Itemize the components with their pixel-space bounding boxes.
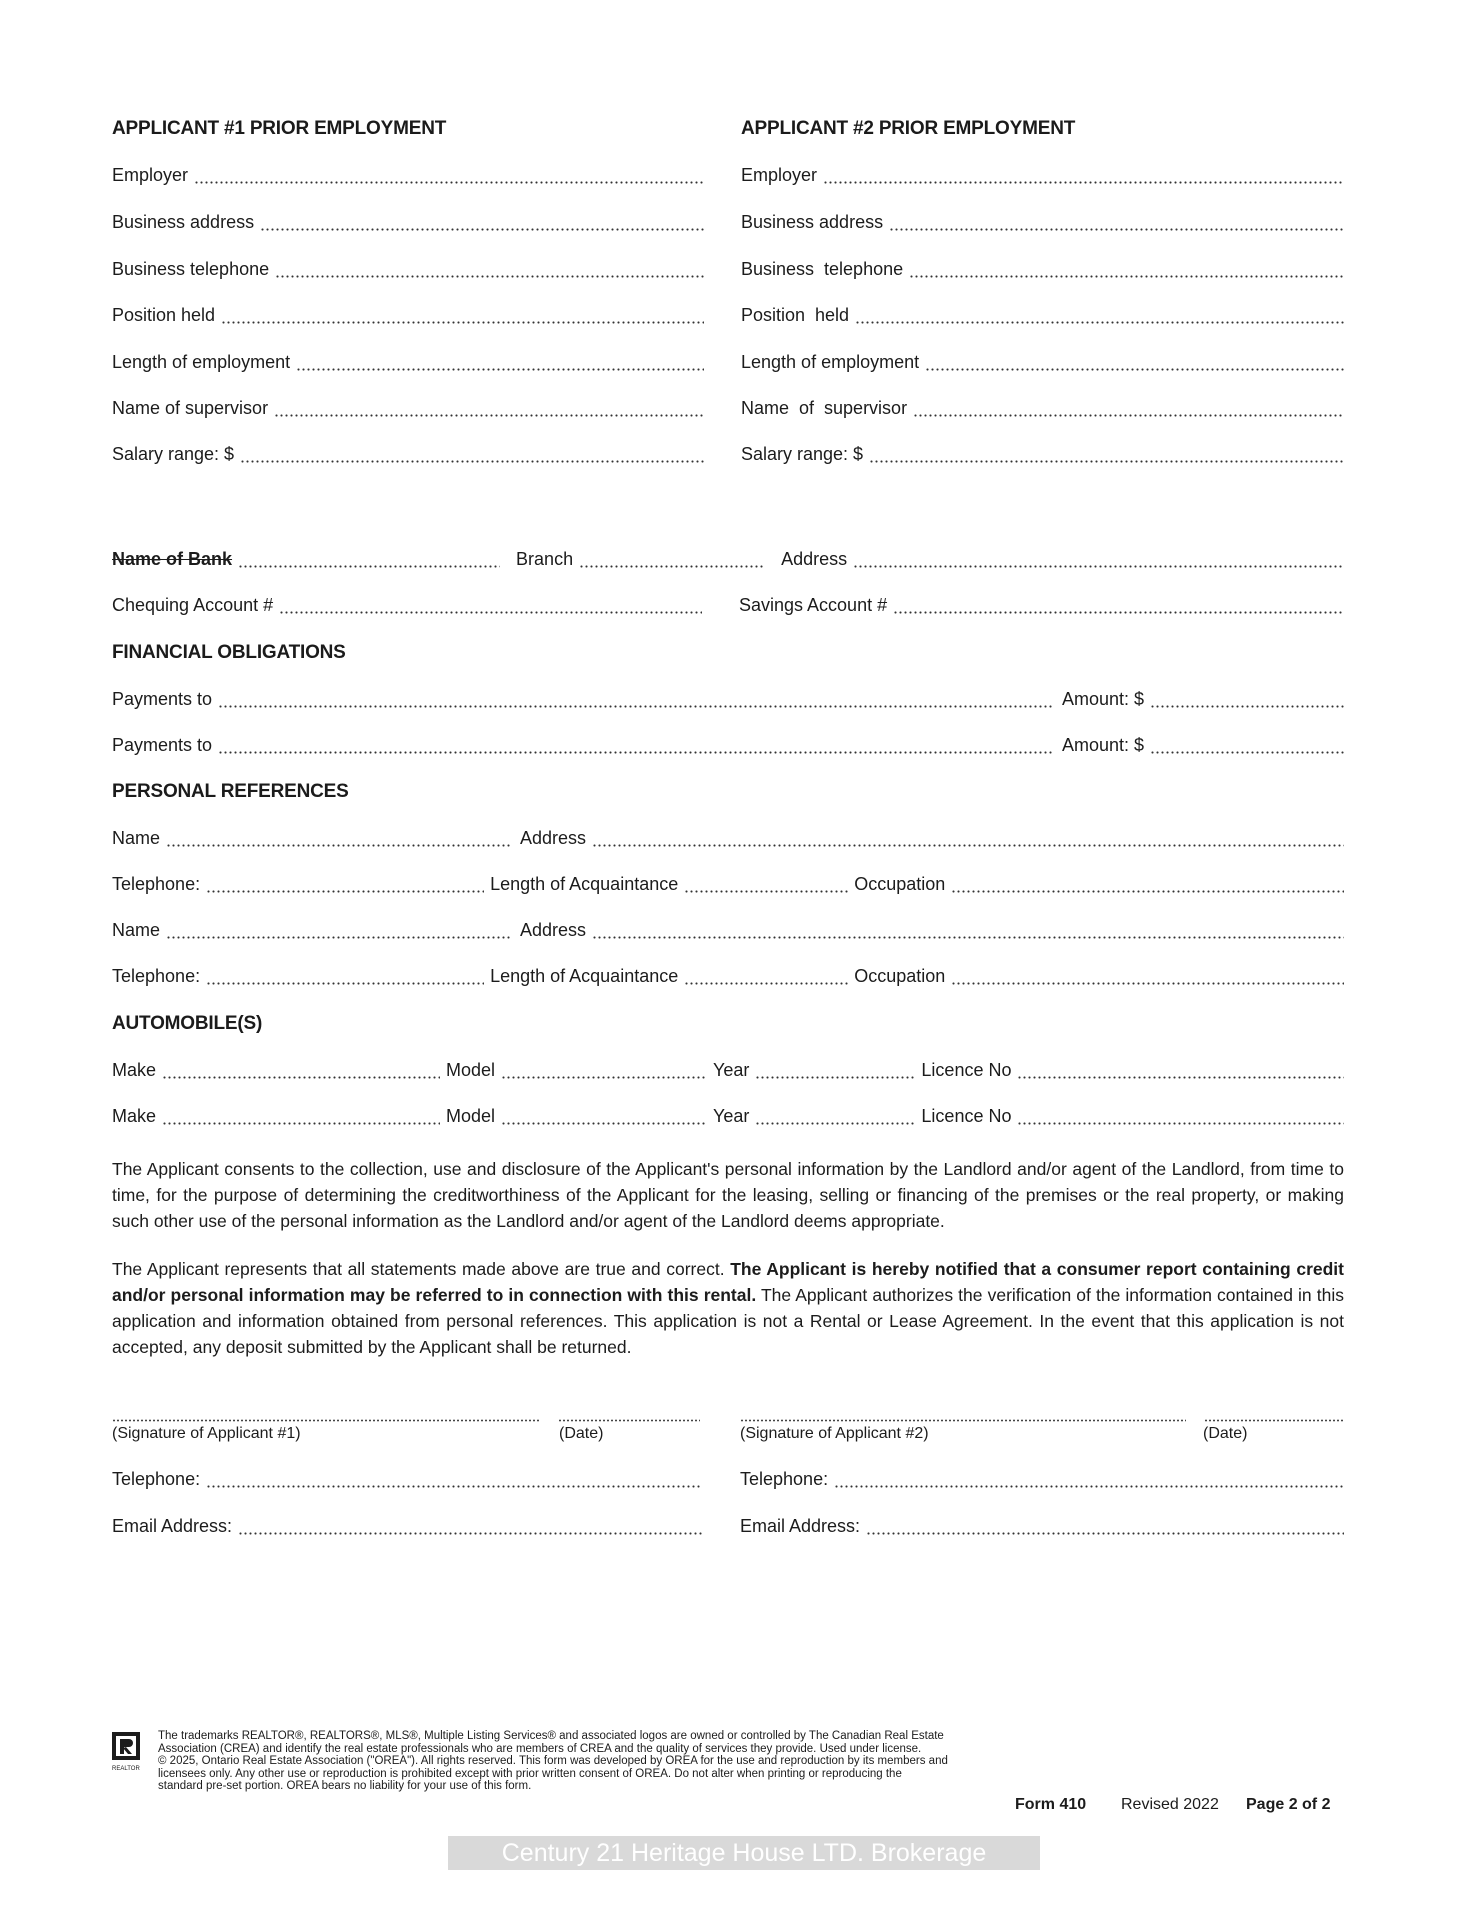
field-label: Business telephone bbox=[112, 259, 270, 279]
model-label: Model bbox=[446, 1106, 496, 1126]
payments-label: Payments to bbox=[112, 735, 213, 755]
applicant1-length-row bbox=[112, 352, 704, 376]
make-label: Make bbox=[112, 1106, 157, 1126]
verification-text: The Applicant authorizes the verification of the information contained in this application and information obtained from personal references. This application is not a Rental or Lease Agreement. In the event that this application is not accepted, any deposit submitted by the Applicant shall be returned. bbox=[112, 1285, 1344, 1357]
field-label: Name of supervisor bbox=[741, 398, 908, 418]
email-label: Email Address: bbox=[740, 1516, 861, 1536]
date-1-label: (Date) bbox=[559, 1425, 604, 1442]
signature-2-line[interactable] bbox=[740, 1419, 1186, 1422]
applicant2-position-row bbox=[741, 305, 1344, 329]
field-label: Employer bbox=[112, 165, 189, 185]
model-field[interactable] bbox=[501, 1076, 707, 1079]
field-label: Employer bbox=[741, 165, 818, 185]
amount-field[interactable] bbox=[1150, 705, 1344, 708]
reference-acquaintance-label: Length of Acquaintance bbox=[490, 874, 679, 894]
bank-address-label: Address bbox=[781, 549, 848, 569]
reference-2-name-row bbox=[112, 920, 1344, 944]
applicant2-section-title: APPLICANT #2 PRIOR EMPLOYMENT bbox=[741, 118, 1076, 139]
applicant2-telephone-field[interactable] bbox=[834, 1485, 1344, 1488]
reference-telephone-field[interactable] bbox=[206, 890, 484, 893]
representation-paragraph bbox=[112, 1256, 1344, 1360]
reference-name-field[interactable] bbox=[166, 844, 512, 847]
savings-field[interactable] bbox=[893, 611, 1344, 614]
consent-paragraph: The Applicant consents to the collection, use and disclosure of the Applicant's personal information by the Landlord and/or agent of the Landlord, from time to time, for the purpose of determining the creditworthiness of the Applicant for the leasing, selling or financing of the premises or the real property, or making such other use of the personal information as the Landlord and/or agent of the Landlord deems appropriate. bbox=[112, 1159, 1344, 1231]
reference-occupation-field[interactable] bbox=[951, 890, 1344, 893]
telephone-label: Telephone: bbox=[112, 1469, 201, 1489]
applicant2-business-telephone-field[interactable] bbox=[909, 275, 1344, 278]
telephone-label: Telephone: bbox=[740, 1469, 829, 1489]
applicant1-business-address-row bbox=[112, 212, 704, 236]
savings-row bbox=[739, 595, 1344, 619]
reference-acquaintance-field[interactable] bbox=[684, 982, 848, 985]
applicant1-business-address-field[interactable] bbox=[260, 228, 704, 231]
date-1-line[interactable] bbox=[558, 1419, 700, 1422]
payments-to-field[interactable] bbox=[218, 751, 1052, 754]
licence-field[interactable] bbox=[1017, 1076, 1344, 1079]
bank-address-field[interactable] bbox=[853, 565, 1344, 568]
reference-telephone-field[interactable] bbox=[206, 982, 484, 985]
trademark-notice: The trademarks REALTOR®, REALTORS®, MLS®, Multiple Listing Services® and associated logos are owned or controlled by The Canadian Real Estate Association (CREA) and identify the real estate professionals who are members of CREA and the quality of services they provide. Used under license. bbox=[158, 1730, 944, 1755]
year-label: Year bbox=[713, 1060, 750, 1080]
reference-acquaintance-label: Length of Acquaintance bbox=[490, 966, 679, 986]
representation-text: The Applicant represents that all statements made above are true and correct. bbox=[112, 1259, 731, 1279]
field-label: Salary range: $ bbox=[741, 444, 864, 464]
year-label: Year bbox=[713, 1106, 750, 1126]
applicant2-length-field[interactable] bbox=[925, 368, 1344, 371]
bank-row bbox=[112, 549, 1344, 573]
applicant2-business-address-field[interactable] bbox=[889, 228, 1344, 231]
reference-occupation-label: Occupation bbox=[854, 874, 946, 894]
applicant2-employer-row bbox=[741, 165, 1344, 189]
licence-label: Licence No bbox=[921, 1060, 1012, 1080]
realtor-r-icon bbox=[112, 1732, 148, 1774]
applicant2-telephone-row bbox=[740, 1469, 1344, 1493]
payments-label: Payments to bbox=[112, 689, 213, 709]
financial-section-title: FINANCIAL OBLIGATIONS bbox=[112, 642, 346, 663]
applicant1-employer-field[interactable] bbox=[194, 181, 704, 184]
applicant1-email-field[interactable] bbox=[238, 1532, 702, 1535]
reference-1-details-row bbox=[112, 874, 1344, 898]
reference-address-field[interactable] bbox=[592, 844, 1344, 847]
payments-to-field[interactable] bbox=[218, 705, 1052, 708]
applicant2-supervisor-row bbox=[741, 398, 1344, 422]
applicant2-business-address-row bbox=[741, 212, 1344, 236]
brokerage-watermark: Century 21 Heritage House LTD. Brokerage bbox=[448, 1836, 1040, 1870]
applicant1-business-telephone-row bbox=[112, 259, 704, 283]
applicant1-email-row bbox=[112, 1516, 702, 1540]
field-label: Salary range: $ bbox=[112, 444, 235, 464]
date-2-label: (Date) bbox=[1203, 1425, 1248, 1442]
field-label: Length of employment bbox=[112, 352, 291, 372]
payments-row-2 bbox=[112, 735, 1344, 759]
bank-name-label: Name of Bank bbox=[112, 549, 233, 569]
amount-field[interactable] bbox=[1150, 751, 1344, 754]
applicant1-salary-field[interactable] bbox=[240, 460, 704, 463]
applicant1-position-row bbox=[112, 305, 704, 329]
realtor-logo bbox=[112, 1732, 148, 1774]
page-number: Page 2 of 2 bbox=[1246, 1796, 1331, 1813]
licence-label: Licence No bbox=[921, 1106, 1012, 1126]
year-field[interactable] bbox=[755, 1076, 915, 1079]
signature-1-label: (Signature of Applicant #1) bbox=[112, 1425, 301, 1442]
applicant1-salary-row bbox=[112, 444, 704, 468]
field-label: Business address bbox=[741, 212, 884, 232]
make-label: Make bbox=[112, 1060, 157, 1080]
date-2-line[interactable] bbox=[1204, 1419, 1344, 1422]
applicant1-employer-row bbox=[112, 165, 704, 189]
applicant1-supervisor-row bbox=[112, 398, 704, 422]
make-field[interactable] bbox=[162, 1122, 440, 1125]
automobiles-section-title: AUTOMOBILE(S) bbox=[112, 1013, 263, 1034]
reference-1-name-row bbox=[112, 828, 1344, 852]
applicant2-salary-row bbox=[741, 444, 1344, 468]
revised-date: Revised 2022 bbox=[1121, 1796, 1219, 1813]
reference-telephone-label: Telephone: bbox=[112, 966, 201, 986]
model-label: Model bbox=[446, 1060, 496, 1080]
automobile-1-row bbox=[112, 1060, 1344, 1084]
reference-address-label: Address bbox=[520, 828, 587, 848]
applicant2-length-row bbox=[741, 352, 1344, 376]
field-label: Name of supervisor bbox=[112, 398, 269, 418]
copyright-notice: © 2025, Ontario Real Estate Association ("OREA"). All rights reserved. This form was developed by OREA for the use and reproduction by its members and licensees only. Any other use or reproduction is prohibited except with prior written consent of OREA. Do not alter when printing or reproducing the standard pre-set portion. OREA bears no liability for your use of this form. bbox=[158, 1755, 948, 1792]
footer-legal bbox=[158, 1730, 948, 1793]
model-field[interactable] bbox=[501, 1122, 707, 1125]
reference-name-label: Name bbox=[112, 920, 161, 940]
applicant2-email-field[interactable] bbox=[866, 1532, 1344, 1535]
automobile-2-row bbox=[112, 1106, 1344, 1130]
applicant2-business-telephone-row bbox=[741, 259, 1344, 283]
applicant1-telephone-row bbox=[112, 1469, 702, 1493]
reference-name-field[interactable] bbox=[166, 936, 512, 939]
bank-branch-label: Branch bbox=[516, 549, 574, 569]
form-number: Form 410 bbox=[1015, 1796, 1087, 1813]
licence-field[interactable] bbox=[1017, 1122, 1344, 1125]
field-label: Position held bbox=[741, 305, 850, 325]
bank-branch-field[interactable] bbox=[579, 565, 765, 568]
applicant1-supervisor-field[interactable] bbox=[274, 414, 704, 417]
amount-label: Amount: $ bbox=[1061, 689, 1144, 709]
applicant2-salary-field[interactable] bbox=[869, 460, 1344, 463]
applicant2-supervisor-field[interactable] bbox=[913, 414, 1344, 417]
logo-caption: REALTOR bbox=[112, 1766, 140, 1772]
field-label: Length of employment bbox=[741, 352, 920, 372]
year-field[interactable] bbox=[755, 1122, 915, 1125]
field-label: Business address bbox=[112, 212, 255, 232]
make-field[interactable] bbox=[162, 1076, 440, 1079]
reference-telephone-label: Telephone: bbox=[112, 874, 201, 894]
consumer-report-notice: The Applicant is hereby notified that a consumer report containing credit and/or personal information may be referred to in connection with this rental. bbox=[112, 1259, 1344, 1305]
field-label: Position held bbox=[112, 305, 216, 325]
chequing-row bbox=[112, 595, 702, 619]
applicant2-position-field[interactable] bbox=[855, 321, 1344, 324]
reference-occupation-field[interactable] bbox=[951, 982, 1344, 985]
reference-name-label: Name bbox=[112, 828, 161, 848]
reference-address-field[interactable] bbox=[592, 936, 1344, 939]
reference-2-details-row bbox=[112, 966, 1344, 990]
signature-1-line[interactable] bbox=[112, 1419, 540, 1422]
savings-label: Savings Account # bbox=[739, 595, 888, 615]
email-label: Email Address: bbox=[112, 1516, 233, 1536]
applicant1-telephone-field[interactable] bbox=[206, 1485, 702, 1488]
applicant2-employer-field[interactable] bbox=[823, 181, 1344, 184]
applicant1-section-title: APPLICANT #1 PRIOR EMPLOYMENT bbox=[112, 118, 447, 139]
bank-name-field[interactable] bbox=[238, 565, 500, 568]
reference-address-label: Address bbox=[520, 920, 587, 940]
reference-acquaintance-field[interactable] bbox=[684, 890, 848, 893]
chequing-field[interactable] bbox=[279, 611, 702, 614]
applicant2-email-row bbox=[740, 1516, 1344, 1540]
amount-label: Amount: $ bbox=[1061, 735, 1144, 755]
applicant1-length-field[interactable] bbox=[296, 368, 704, 371]
reference-occupation-label: Occupation bbox=[854, 966, 946, 986]
signature-2-label: (Signature of Applicant #2) bbox=[740, 1425, 929, 1442]
applicant1-business-telephone-field[interactable] bbox=[275, 275, 704, 278]
field-label: Business telephone bbox=[741, 259, 904, 279]
chequing-label: Chequing Account # bbox=[112, 595, 274, 615]
applicant1-position-field[interactable] bbox=[221, 321, 704, 324]
references-section-title: PERSONAL REFERENCES bbox=[112, 781, 349, 802]
payments-row-1 bbox=[112, 689, 1344, 713]
